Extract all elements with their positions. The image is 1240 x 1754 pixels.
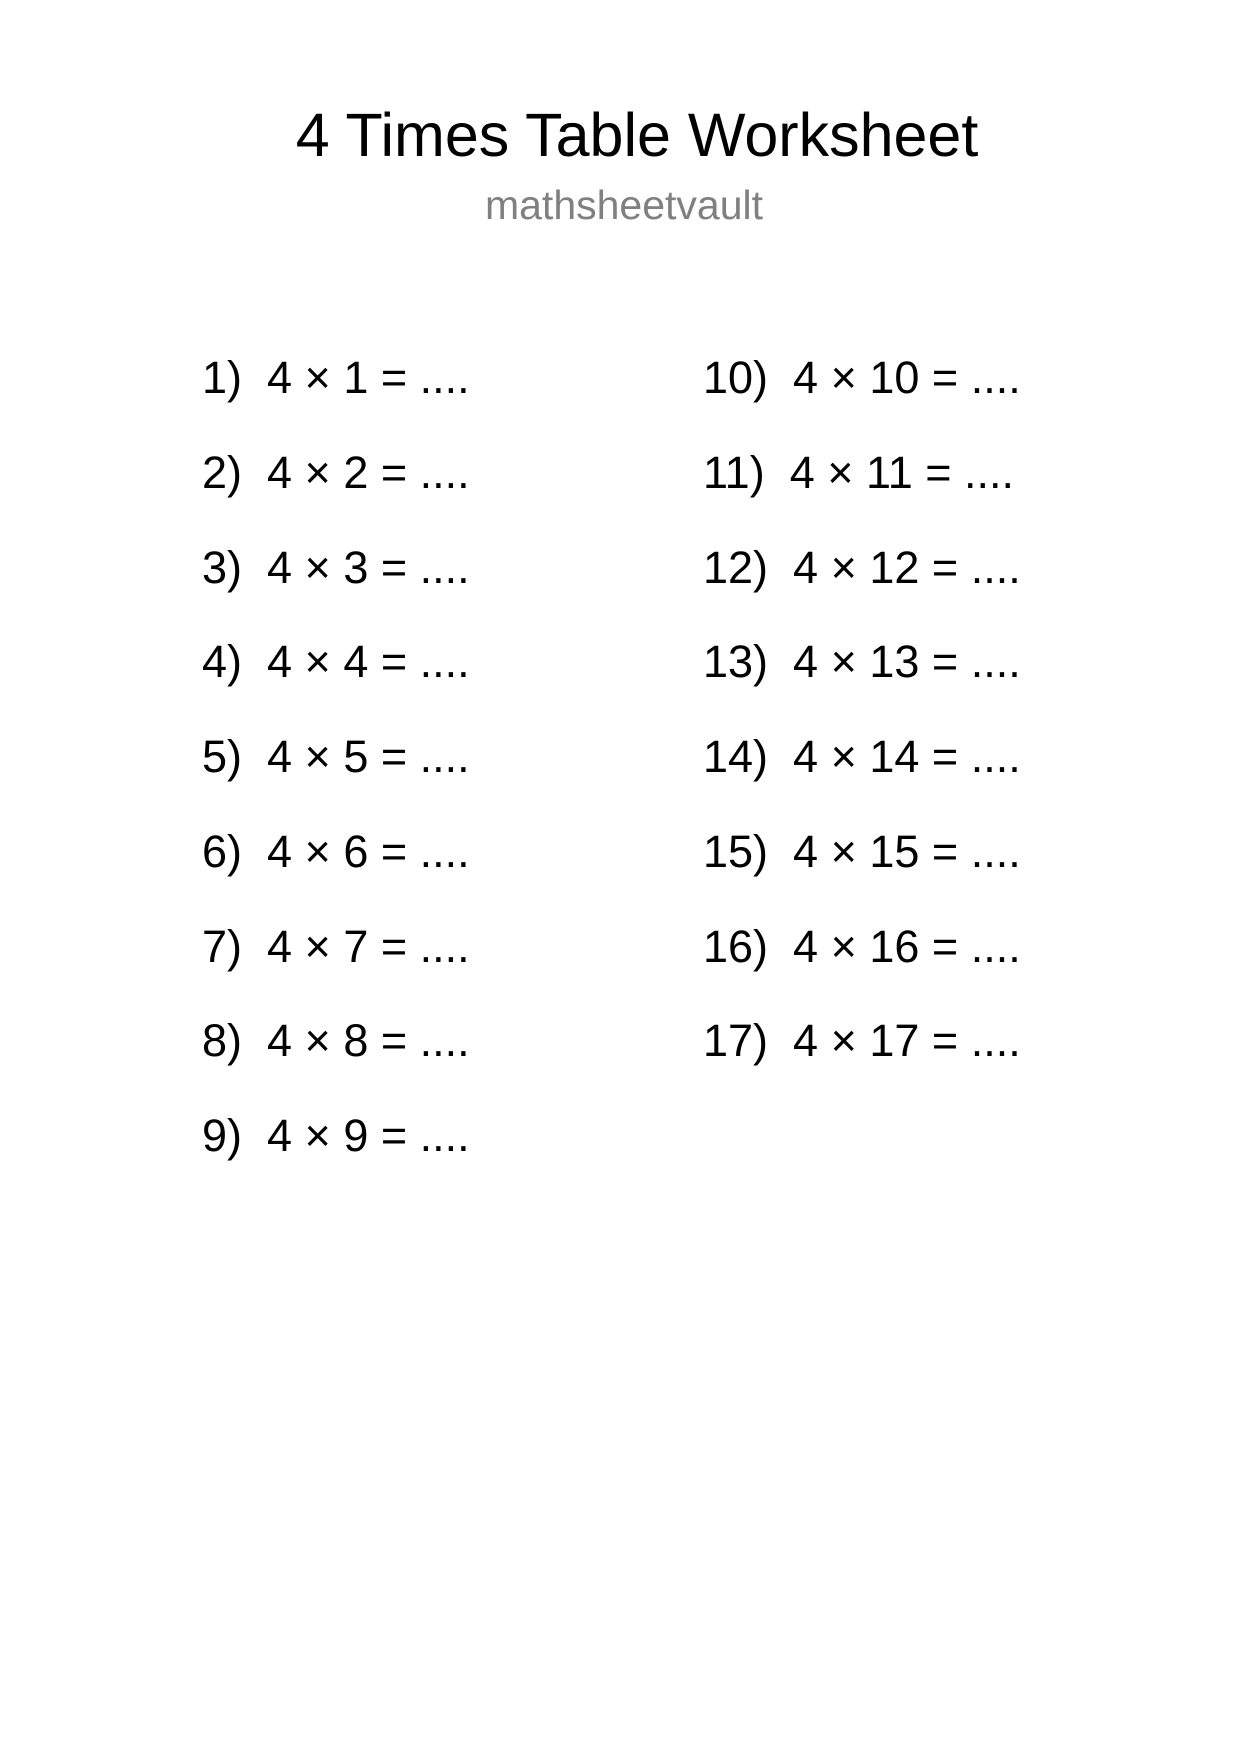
problem-6: 6) 4 × 6 = ....	[202, 826, 470, 877]
problem-16: 16) 4 × 16 = ....	[703, 921, 1021, 972]
problem-4: 4) 4 × 4 = ....	[202, 636, 470, 687]
problem-10: 10) 4 × 10 = ....	[703, 352, 1021, 403]
problem-7: 7) 4 × 7 = ....	[202, 921, 470, 972]
problem-17: 17) 4 × 17 = ....	[703, 1015, 1021, 1066]
problem-3: 3) 4 × 3 = ....	[202, 542, 470, 593]
problem-14: 14) 4 × 14 = ....	[703, 731, 1021, 782]
problem-15: 15) 4 × 15 = ....	[703, 826, 1021, 877]
problem-1: 1) 4 × 1 = ....	[202, 352, 470, 403]
page-subtitle: mathsheetvault	[484, 182, 764, 228]
page-title: 4 Times Table Worksheet	[295, 101, 979, 169]
problem-13: 13) 4 × 13 = ....	[703, 636, 1021, 687]
problem-5: 5) 4 × 5 = ....	[202, 731, 470, 782]
problem-11: 11) 4 × 11 = ....	[703, 447, 1015, 498]
problem-12: 12) 4 × 12 = ....	[703, 542, 1021, 593]
problem-9: 9) 4 × 9 = ....	[202, 1110, 470, 1161]
problem-2: 2) 4 × 2 = ....	[202, 447, 470, 498]
problem-8: 8) 4 × 8 = ....	[202, 1015, 470, 1066]
